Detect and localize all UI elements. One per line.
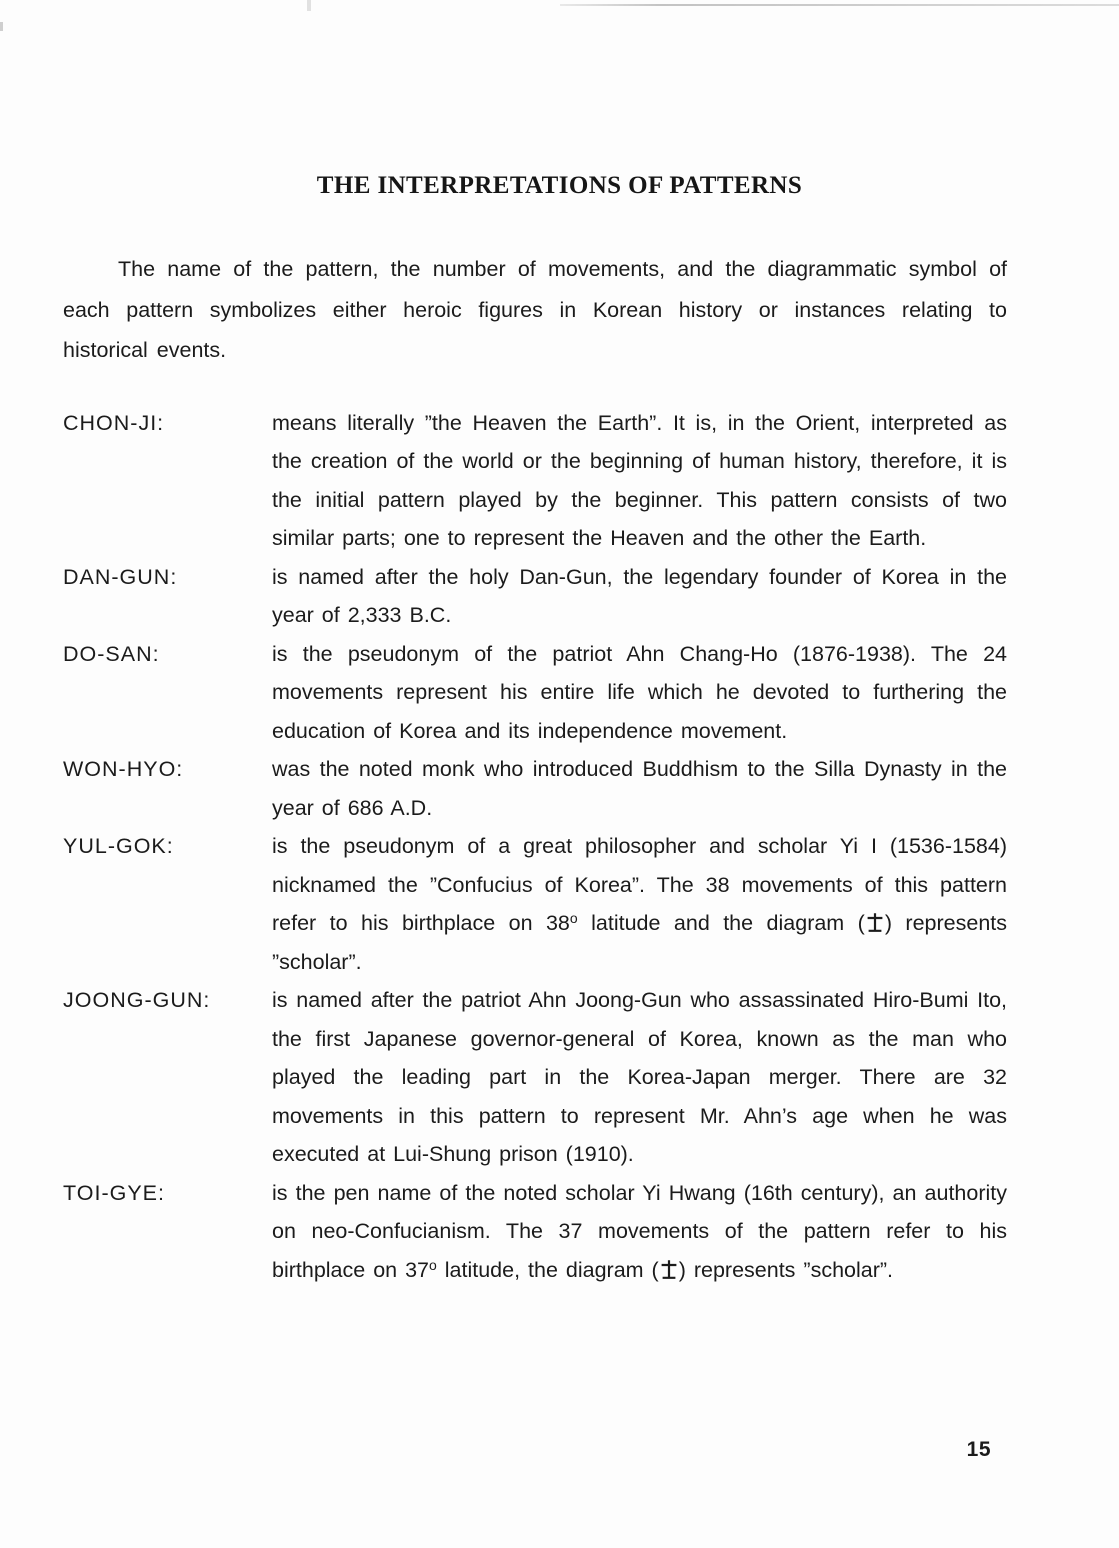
definition-term: DO-SAN: [63, 641, 160, 666]
definition-row [63, 404, 1007, 558]
definition-text: was the noted monk who introduced Buddhism to the Silla Dynasty in the year of 686 A.D. [272, 757, 1007, 820]
scholar-diagram-icon [660, 1259, 678, 1280]
definition-row [63, 750, 1007, 827]
definition-text: is the pseudonym of the patriot Ahn Chang-Ho (1876-1938). The 24 movements represent his entire life which he devoted to furthering the education of Korea and its independence movement. [272, 641, 1007, 743]
page-number: 15 [966, 1438, 991, 1461]
definition-term: CHON-JI: [63, 410, 165, 435]
definitions-list [63, 404, 1007, 1290]
definition-row [63, 981, 1007, 1174]
definition-text: is named after the holy Dan-Gun, the legendary founder of Korea in the year of 2,333 B.C. [272, 564, 1007, 627]
scholar-diagram-icon [866, 912, 884, 933]
definition-term: TOI-GYE: [63, 1180, 165, 1205]
scan-artifact-line [560, 4, 1119, 6]
intro-paragraph: The name of the pattern, the number of movements, and the diagrammatic symbol of each pattern symbolizes either heroic figures in Korean history or instances relating to historical events. [63, 257, 1007, 362]
page-title: THE INTERPRETATIONS OF PATTERNS [316, 172, 803, 199]
scan-artifact-nub [0, 22, 3, 31]
definition-row [63, 1174, 1007, 1290]
definition-term: YUL-GOK: [63, 834, 174, 858]
definition-row [63, 558, 1007, 635]
definition-term: JOONG-GUN: [63, 988, 211, 1012]
page-content [0, 249, 1119, 1289]
scan-artifact-tick [307, 0, 311, 11]
definition-text: is named after the patriot Ahn Joong-Gun who assassinated Hiro-Bumi Ito, the first Japanese governor-general of Korea, known as the man who played the leading part in the Korea-Japan merger. There are 32 movements in this pattern to represent Mr. Ahn’s age when he was executed at Lui-Shung prison (1910). [272, 988, 1007, 1166]
degree-superscript: o [429, 1256, 437, 1273]
definition-row [63, 827, 1007, 981]
degree-superscript: o [569, 910, 578, 926]
definition-text: is the pen name of the noted scholar Yi Hwang (16th century), an authority on neo-Confucianism. The 37 movements of the pattern refer to his birthplace on 37$^o$ latitude, the diagram ( ) represents ”scholar”. [272, 1180, 1007, 1282]
definition-term: WON-HYO: [63, 757, 184, 781]
definition-term: DAN-GUN: [63, 564, 178, 589]
definition-text: is the pseudonym of a great philosopher and scholar Yi I (1536-1584) nicknamed the ”Confucius of Korea”. The 38 movements of this pattern refer to his birthplace on 38$^o$ latitude and the diagram ( ) represents ”scholar”. [272, 834, 1008, 974]
definition-row [63, 635, 1007, 751]
definition-text: means literally ”the Heaven the Earth”. It is, in the Orient, interpreted as the creation of the world or the beginning of human history, therefore, it is the initial pattern played by the beginner. This pattern consists of two similar parts; one to represent the Heaven and the other the Earth. [272, 410, 1007, 550]
